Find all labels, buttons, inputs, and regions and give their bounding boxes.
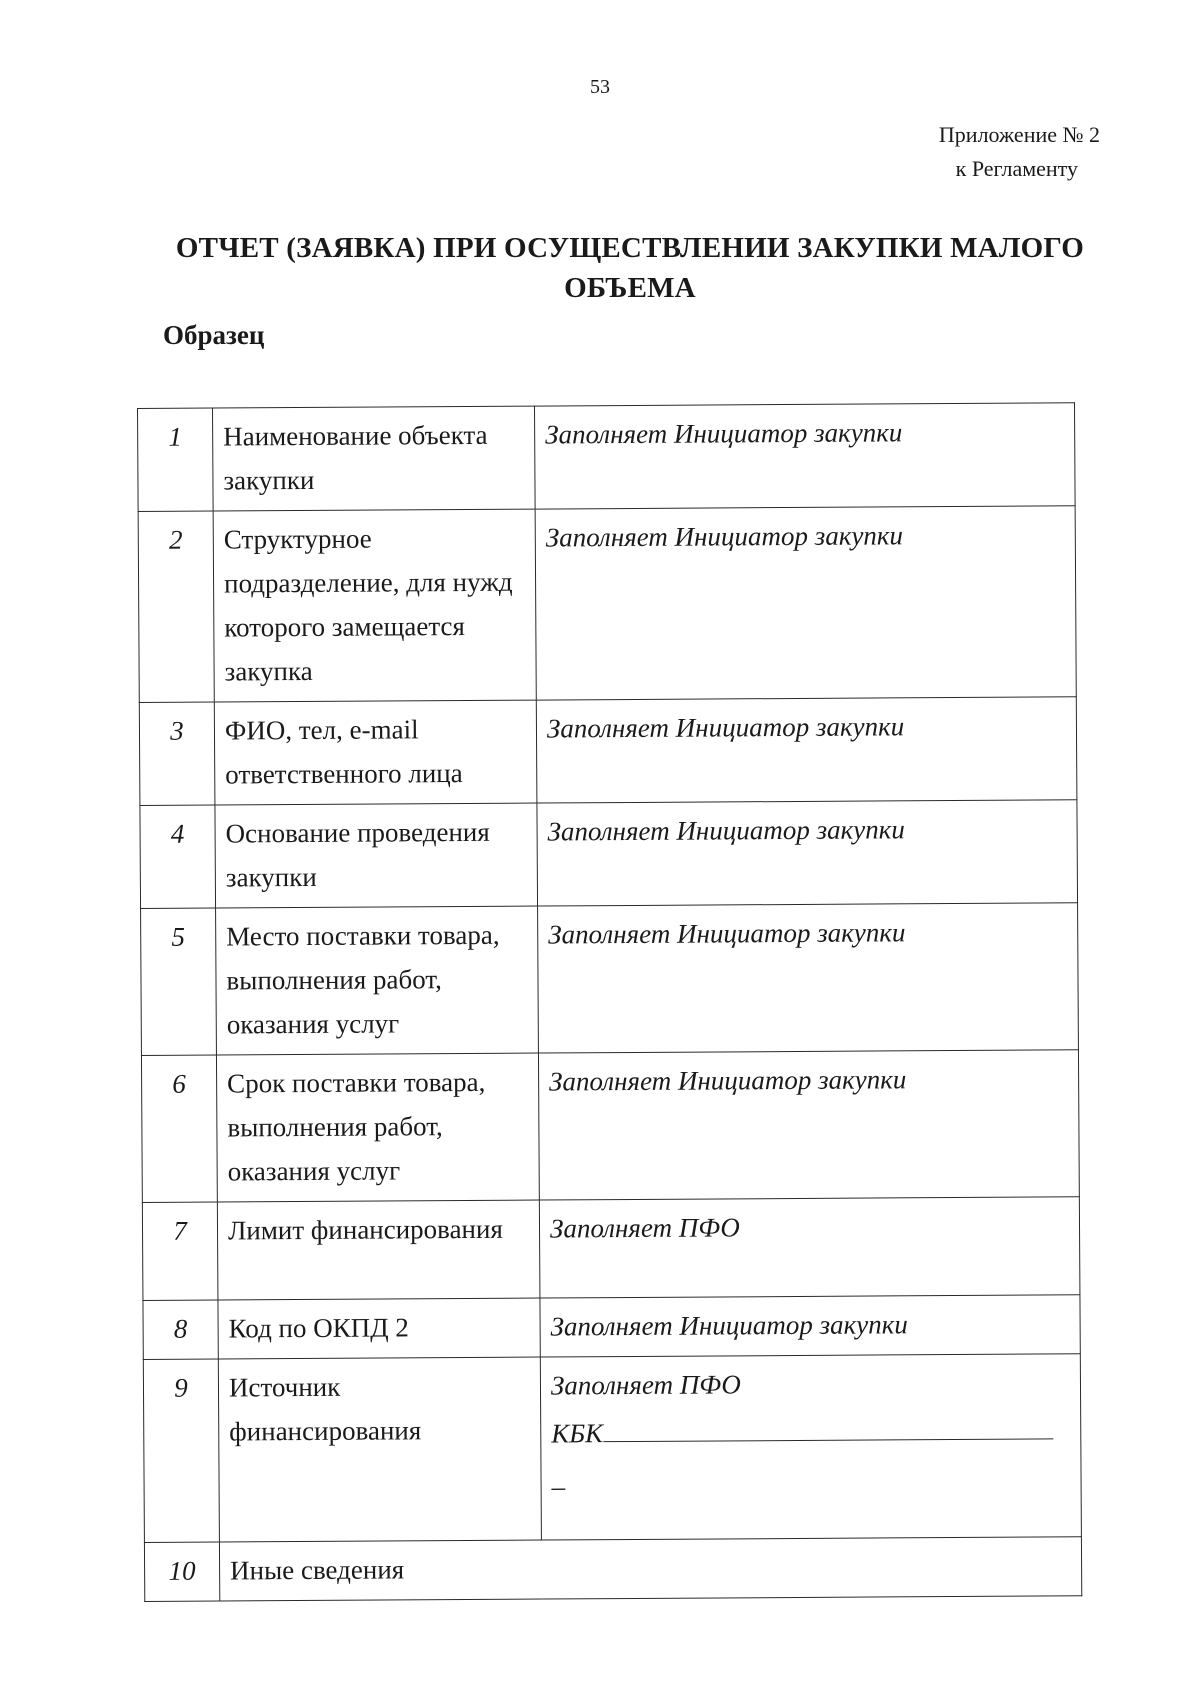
row-number: 2 [138, 511, 214, 702]
page-number: 53 [590, 76, 610, 98]
kbk-field [551, 1404, 1070, 1455]
table-row [138, 403, 1076, 512]
row-label: Место поставки товара, выполнения работ, оказания услуг [216, 906, 539, 1055]
row-number: 3 [139, 702, 215, 805]
row-value: Заполняет Инициатор закупки [537, 800, 1078, 906]
row-value: Заполняет ПФО [539, 1197, 1080, 1298]
procurement-form-table [137, 402, 1082, 1602]
kbk-continuation-mark: _ [551, 1462, 566, 1493]
row-label: Источник финансирования [218, 1357, 541, 1542]
row-value: Заполняет Инициатор закупки [536, 697, 1077, 803]
row-label: ФИО, тел, e-mail ответственного лица [214, 700, 537, 805]
row-value: Заполняет Инициатор закупки [538, 1050, 1079, 1200]
row-value: Заполняет Инициатор закупки [538, 903, 1079, 1053]
sample-label: Образец [163, 320, 265, 350]
row-label: Иные сведения [219, 1537, 1081, 1601]
document-title: ОТЧЕТ (ЗАЯВКА) ПРИ ОСУЩЕСТВЛЕНИИ ЗАКУПКИ МАЛОГО ОБЪЕМА [175, 232, 1085, 304]
table-row [141, 903, 1079, 1056]
kbk-blank-line [603, 1404, 1053, 1442]
table-row [144, 1537, 1081, 1602]
row-label: Основание проведения закупки [215, 803, 538, 908]
row-number: 8 [143, 1300, 218, 1359]
row-number: 10 [144, 1542, 219, 1601]
appendix-reference [939, 118, 1100, 186]
table-row [139, 697, 1077, 806]
table-row [142, 1197, 1080, 1301]
row-number: 5 [141, 908, 217, 1055]
row-number: 7 [142, 1202, 218, 1300]
appendix-regulation: к Регламенту [955, 156, 1078, 181]
row-number: 4 [140, 805, 216, 908]
row-label: Код по ОКПД 2 [218, 1298, 540, 1359]
row-number: 1 [138, 408, 214, 511]
table-row [138, 506, 1076, 703]
row-number: 6 [141, 1055, 217, 1202]
row-value: Заполняет Инициатор закупки [534, 403, 1075, 509]
table-row [143, 1295, 1080, 1360]
appendix-number: Приложение № 2 [938, 122, 1100, 147]
row-label: Структурное подразделение, для нужд которого замещается закупка [213, 509, 536, 702]
table-row [143, 1354, 1081, 1543]
kbk-label: КБК [551, 1418, 604, 1449]
table-row [141, 1050, 1079, 1203]
row-label: Срок поставки товара, выполнения работ, оказания услуг [216, 1053, 539, 1202]
row-number: 9 [143, 1359, 219, 1542]
row-label: Наименование объекта закупки [213, 406, 536, 511]
row-label: Лимит финансирования [217, 1200, 540, 1300]
row-value: Заполняет Инициатор закупки [535, 506, 1076, 700]
table-row [140, 800, 1078, 909]
row-value: Заполняет Инициатор закупки [540, 1295, 1080, 1357]
row-value [540, 1354, 1081, 1540]
funding-source-value: Заполняет ПФО [550, 1369, 741, 1401]
